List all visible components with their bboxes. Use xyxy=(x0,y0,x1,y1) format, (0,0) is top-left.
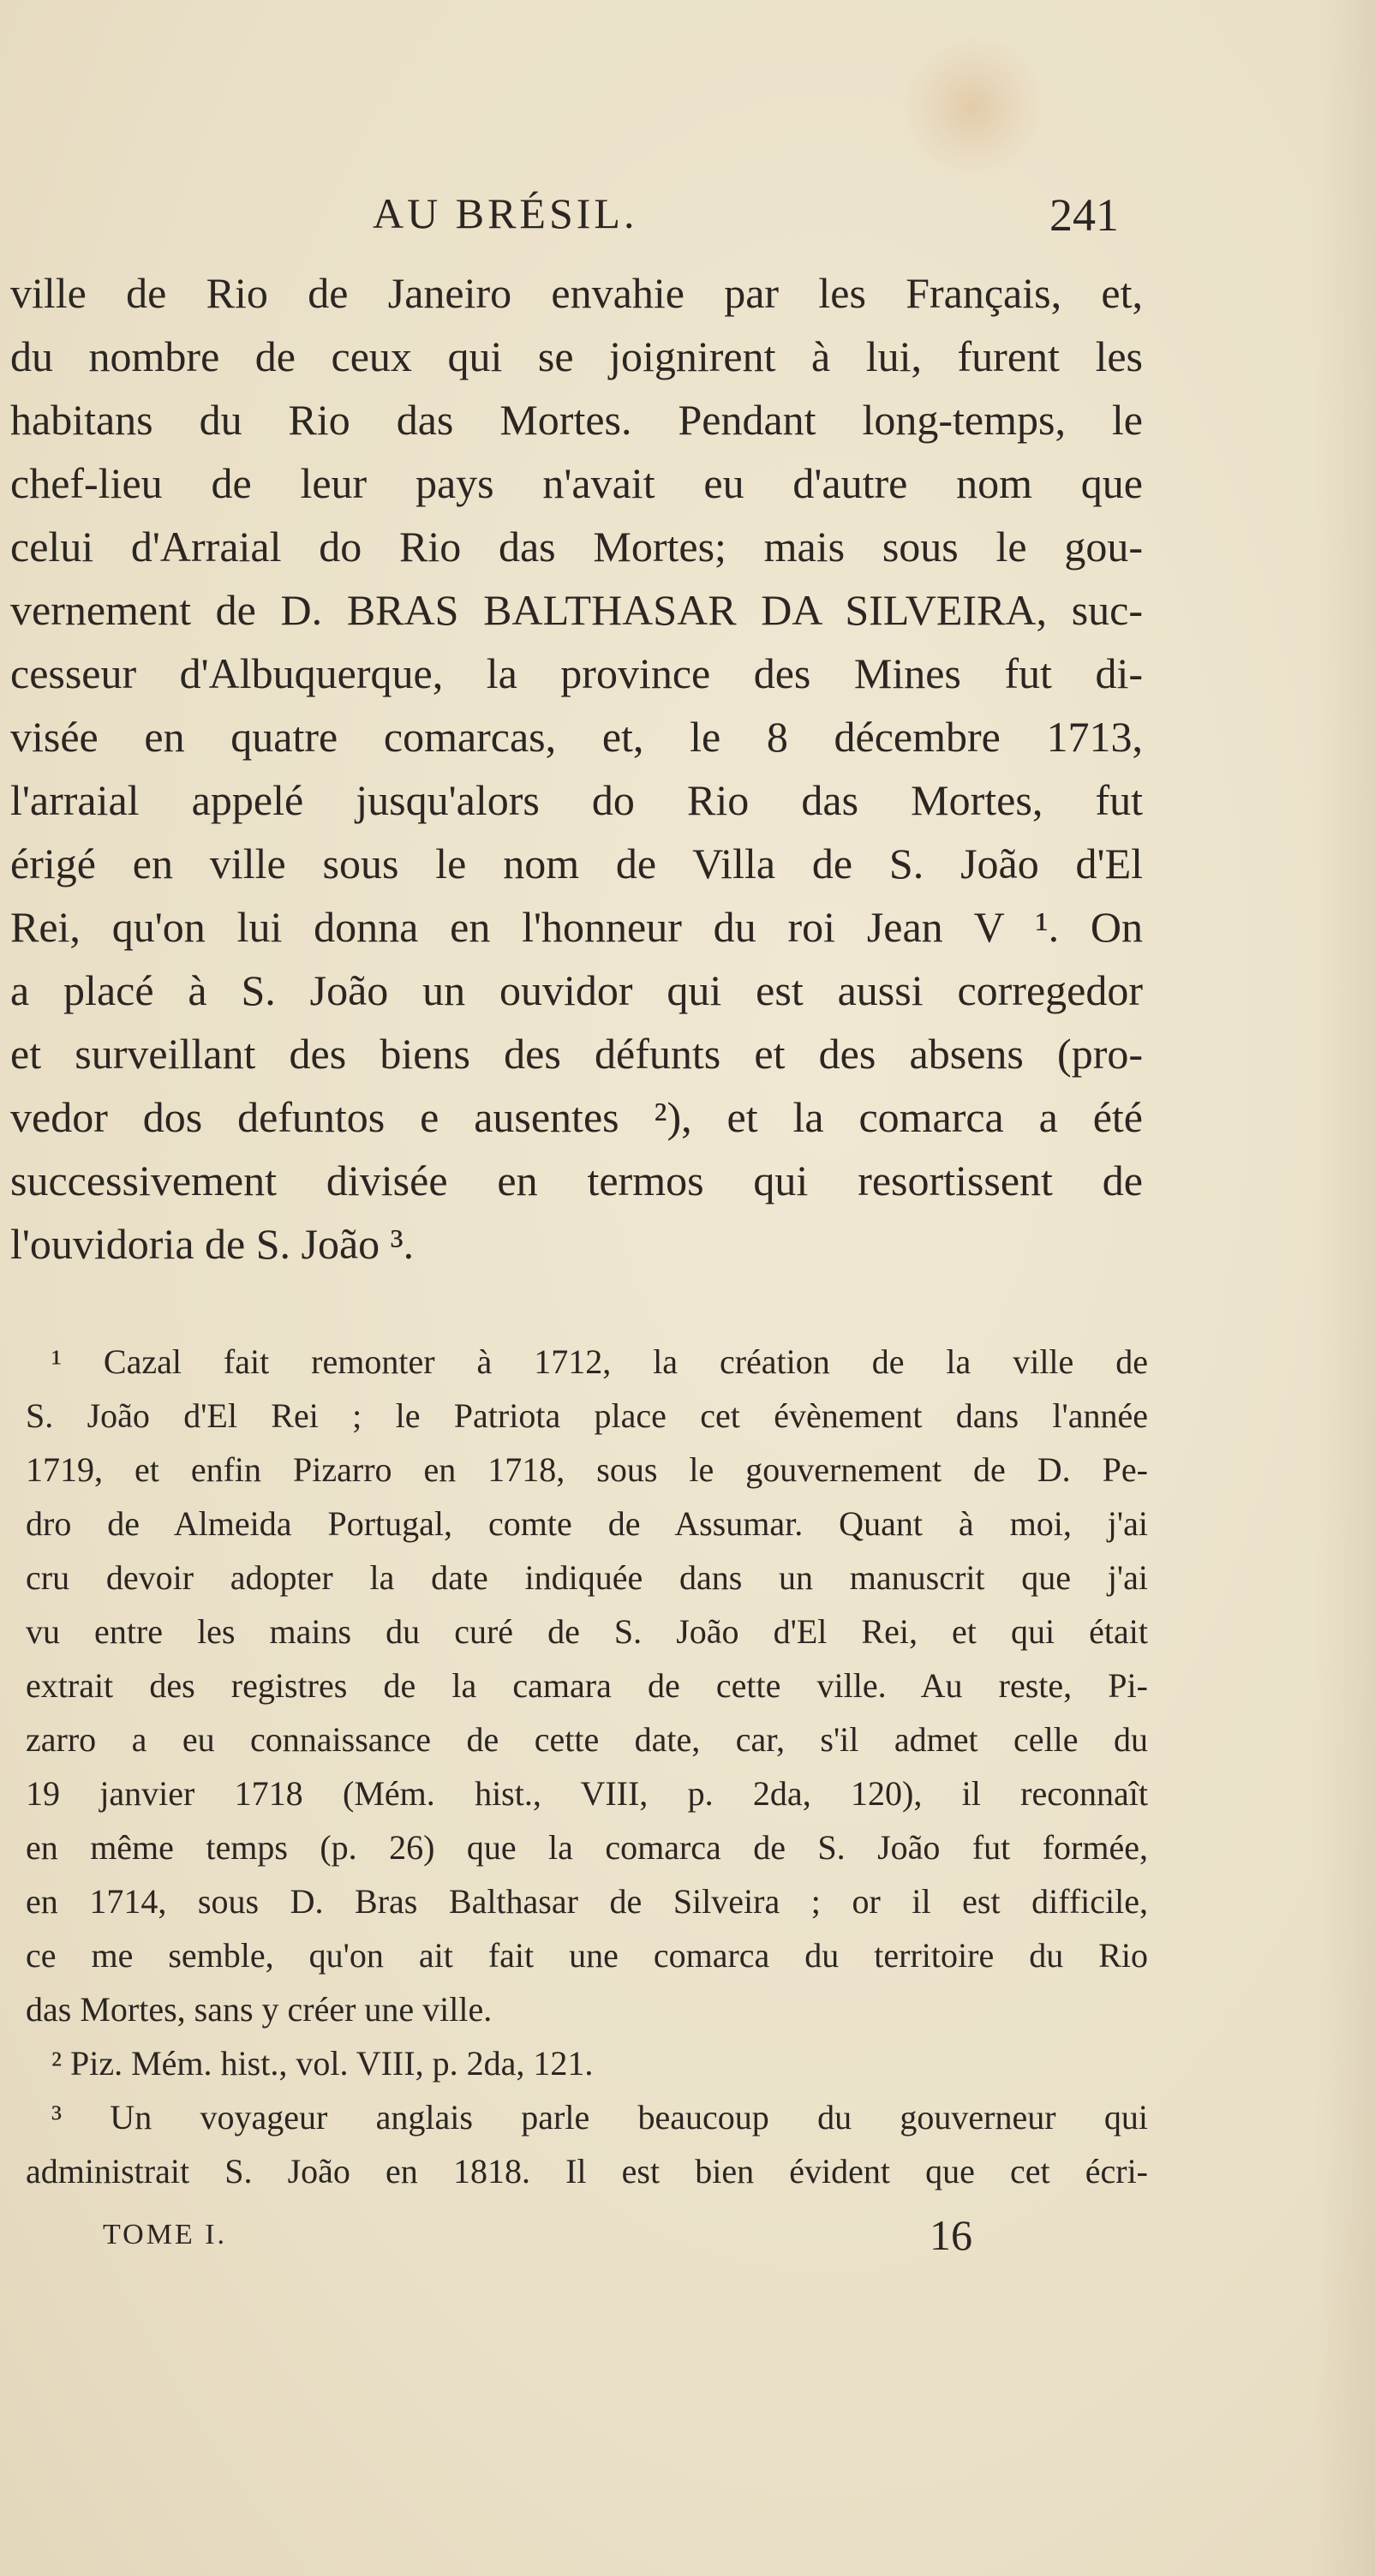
footnote-line: 19 janvier 1718 (Mém. hist., VIII, p. 2da, 120), il reconnaît xyxy=(26,1774,1148,1813)
footnote-line: en même temps (p. 26) que la comarca de S. João fut formée, xyxy=(26,1828,1148,1867)
footnote-line: S. João d'El Rei ; le Patriota place cet évènement dans l'année xyxy=(26,1396,1148,1435)
footnote-line: cru devoir adopter la date indiquée dans un manuscrit que j'ai xyxy=(26,1558,1148,1597)
body-line: et surveillant des biens des défunts et des absens (pro- xyxy=(10,1030,1143,1078)
running-title: AU BRÉSIL. xyxy=(373,189,638,237)
body-line: a placé à S. João un ouvidor qui est aussi corregedor xyxy=(10,966,1143,1014)
page-header xyxy=(0,188,1375,257)
footnote-line: ³ Un voyageur anglais parle beaucoup du gouverneur qui xyxy=(51,2098,1148,2137)
body-line: chef-lieu de leur pays n'avait eu d'autre nom que xyxy=(10,459,1143,507)
footnote-line: administrait S. João en 1818. Il est bien évident que cet écri- xyxy=(26,2152,1148,2190)
body-line: vedor dos defuntos e ausentes ²), et la comarca a été xyxy=(10,1093,1143,1141)
body-line: ville de Rio de Janeiro envahie par les Français, et, xyxy=(10,269,1143,317)
footnote-line: 1719, et enfin Pizarro en 1718, sous le gouvernement de D. Pe- xyxy=(26,1450,1148,1489)
footnote-line: das Mortes, sans y créer une ville. xyxy=(26,1990,493,2029)
footnotes xyxy=(26,1335,1148,2198)
page-number: 241 xyxy=(1049,189,1119,241)
footnote-line: dro de Almeida Portugal, comte de Assumar. Quant à moi, j'ai xyxy=(26,1504,1148,1543)
body-line: l'ouvidoria de S. João ³. xyxy=(10,1220,415,1268)
body-line: successivement divisée en termos qui resortissent de xyxy=(10,1157,1143,1204)
footnote-line: ¹ Cazal fait remonter à 1712, la création de la ville de xyxy=(51,1342,1148,1381)
body-line: Rei, qu'on lui donna en l'honneur du roi Jean V ¹. On xyxy=(10,903,1143,951)
body-line: celui d'Arraial do Rio das Mortes; mais sous le gou- xyxy=(10,523,1143,571)
body-line: l'arraial appelé jusqu'alors do Rio das Mortes, fut xyxy=(10,776,1143,824)
footnote-line: extrait des registres de la camara de cette ville. Au reste, Pi- xyxy=(26,1666,1148,1705)
body-line: du nombre de ceux qui se joignirent à lui, furent les xyxy=(10,332,1143,380)
footnote-line: ce me semble, qu'on ait fait une comarca du territoire du Rio xyxy=(26,1936,1148,1975)
body-line: érigé en ville sous le nom de Villa de S. João d'El xyxy=(10,840,1143,888)
body-line: cesseur d'Albuquerque, la province des Mines fut di- xyxy=(10,649,1143,697)
page-edge-shadow xyxy=(1315,0,1375,2576)
body-text xyxy=(10,261,1143,1276)
folio-number: 16 xyxy=(930,2211,972,2259)
footnote-line: vu entre les mains du curé de S. João d'El Rei, et qui était xyxy=(26,1612,1148,1651)
footnote-line: zarro a eu connaissance de cette date, car, s'il admet celle du xyxy=(26,1720,1148,1759)
body-line: habitans du Rio das Mortes. Pendant long-temps, le xyxy=(10,396,1143,444)
footnote-line: ² Piz. Mém. hist., vol. VIII, p. 2da, 121. xyxy=(51,2044,594,2083)
signature-mark: TOME I. xyxy=(103,2219,228,2250)
body-line: vernement de D. BRAS BALTHASAR DA SILVEIRA, suc- xyxy=(10,586,1143,634)
body-line: visée en quatre comarcas, et, le 8 décembre 1713, xyxy=(10,713,1143,761)
footnote-line: en 1714, sous D. Bras Balthasar de Silveira ; or il est difficile, xyxy=(26,1882,1148,1921)
page-footer xyxy=(0,2210,1375,2270)
